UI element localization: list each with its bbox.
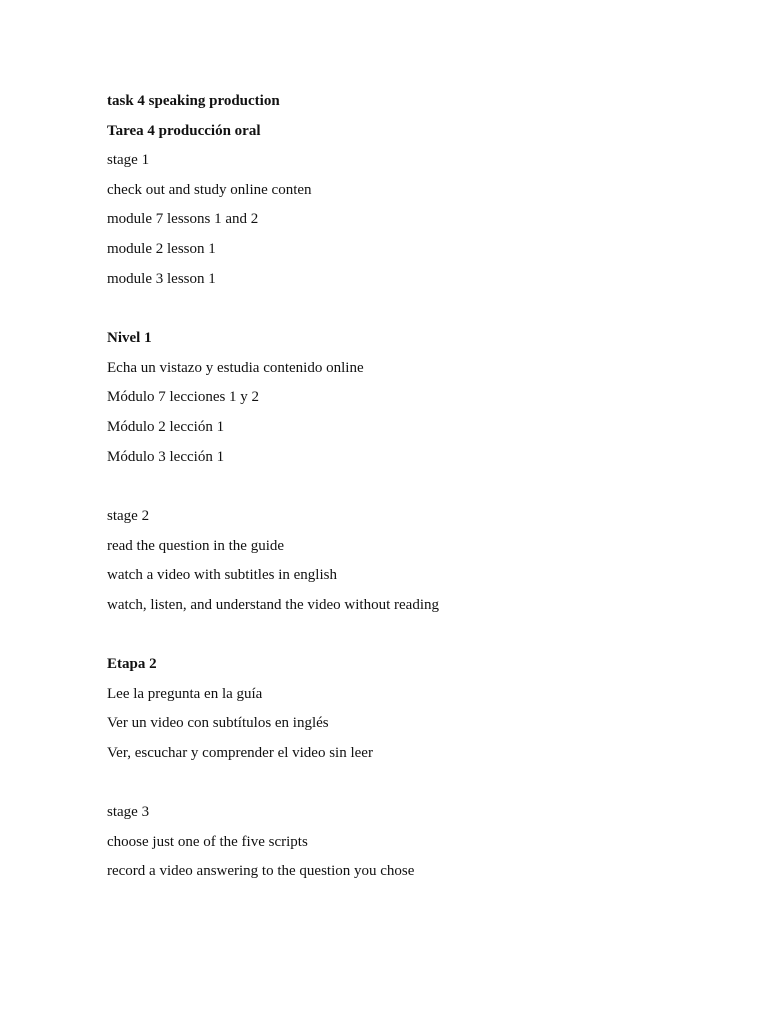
- etapa-2-item: Ver un video con subtítulos en inglés: [107, 715, 329, 731]
- nivel-1-heading: Nivel 1: [107, 330, 152, 346]
- stage-3-item: record a video answering to the question you chose: [107, 863, 415, 879]
- stage-3-label: stage 3: [107, 804, 150, 820]
- stage-1-item: check out and study online conten: [107, 182, 312, 198]
- stage-2-label: stage 2: [107, 508, 150, 524]
- title-spanish: Tarea 4 producción oral: [107, 123, 261, 139]
- stage-2-item: watch a video with subtitles in english: [107, 567, 337, 583]
- nivel-1-item: Módulo 2 lección 1: [107, 419, 225, 435]
- stage-1-label: stage 1: [107, 152, 150, 168]
- nivel-1-item: Módulo 3 lección 1: [107, 449, 225, 465]
- title-english: task 4 speaking production: [107, 93, 280, 109]
- stage-1-item: module 3 lesson 1: [107, 271, 216, 287]
- stage-1-item: module 7 lessons 1 and 2: [107, 211, 259, 227]
- stage-2-item: watch, listen, and understand the video without reading: [107, 597, 439, 613]
- etapa-2-item: Lee la pregunta en la guía: [107, 686, 263, 702]
- stage-2-item: read the question in the guide: [107, 538, 285, 554]
- nivel-1-item: Módulo 7 lecciones 1 y 2: [107, 389, 260, 405]
- etapa-2-item: Ver, escuchar y comprender el video sin leer: [107, 745, 373, 761]
- etapa-2-heading: Etapa 2: [107, 656, 157, 672]
- stage-3-item: choose just one of the five scripts: [107, 834, 308, 850]
- nivel-1-item: Echa un vistazo y estudia contenido online: [107, 360, 364, 376]
- stage-1-item: module 2 lesson 1: [107, 241, 216, 257]
